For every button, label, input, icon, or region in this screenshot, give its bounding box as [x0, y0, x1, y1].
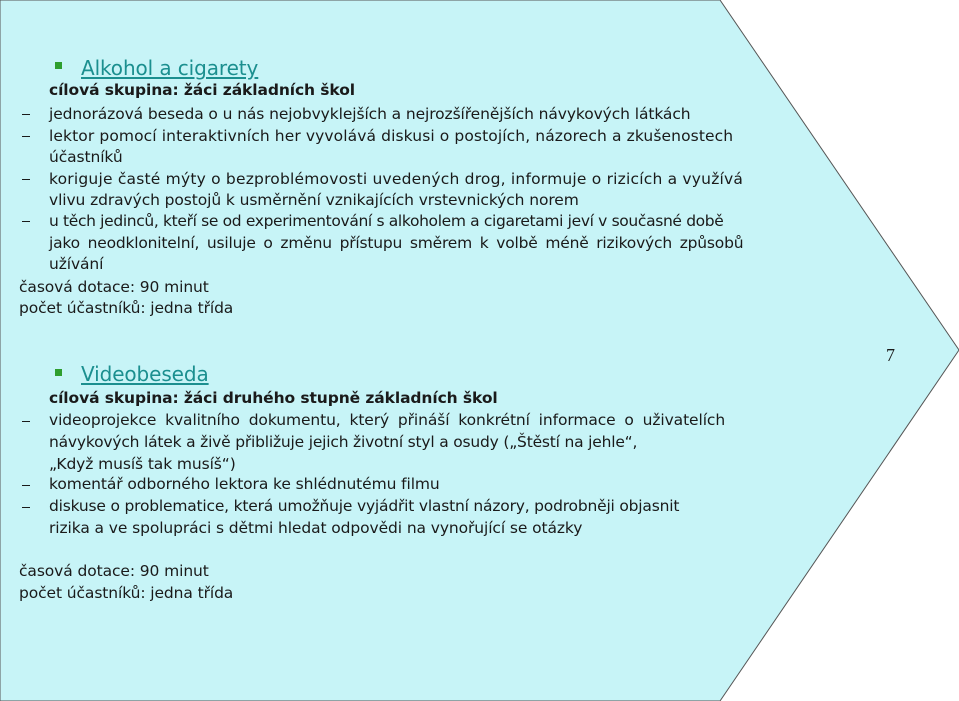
section2-line: návykových látek a živě přibližuje jejich životní styl a osudy („Štěstí na jehle“, — [49, 433, 638, 451]
section1-bullet-icon — [55, 62, 62, 69]
section1-dash — [22, 179, 30, 180]
section1-time: časová dotace: 90 minut — [19, 278, 209, 296]
section2-bullet-icon — [55, 369, 62, 376]
section1-dash — [22, 114, 30, 115]
section1-line: u těch jedinců, kteří se od experimentování s alkoholem a cigaretami jeví v současné době — [49, 212, 724, 230]
section2-line: rizika a ve spolupráci s dětmi hledat odpovědi na vynořující se otázky — [49, 519, 583, 537]
section1-line: jednorázová beseda o u nás nejobvyklejších a nejrozšířenějších návykových látkách — [49, 105, 691, 123]
section1-line: koriguje časté mýty o bezproblémovosti uvedených drog, informuje o rizicích a využívá — [49, 170, 744, 188]
section1-line: účastníků — [49, 148, 123, 166]
section2-line: videoprojekce kvalitního dokumentu, který přináší konkrétní informace o uživatelích — [49, 411, 726, 429]
section1-dash — [22, 221, 30, 222]
section1-line: užívání — [49, 255, 104, 273]
section1-line: lektor pomocí interaktivních her vyvolává diskusi o postojích, názorech a zkušenostech — [49, 127, 734, 145]
section1-target-group: cílová skupina: žáci základních škol — [49, 81, 355, 99]
section2-dash — [22, 485, 30, 486]
section2-line: „Když musíš tak musíš“) — [49, 455, 236, 473]
page-number: 7 — [886, 345, 895, 365]
section2-time: časová dotace: 90 minut — [19, 562, 209, 580]
section2-dash — [22, 421, 30, 422]
section1-line: jako neodklonitelní, usiluje o změnu přístupu směrem k volbě méně rizikových způsobů — [49, 234, 744, 252]
section2-heading[interactable]: Videobeseda — [81, 362, 209, 386]
section1-line: vlivu zdravých postojů k usměrnění vznikajících vrstevnických norem — [49, 191, 579, 209]
section1-participants: počet účastníků: jedna třída — [19, 299, 234, 317]
section2-line: komentář odborného lektora ke shlédnutému filmu — [49, 475, 440, 493]
section2-dash — [22, 507, 30, 508]
section2-target-group: cílová skupina: žáci druhého stupně základních škol — [49, 389, 498, 407]
section1-heading[interactable]: Alkohol a cigarety — [81, 56, 259, 80]
section2-participants: počet účastníků: jedna třída — [19, 584, 234, 602]
section1-dash — [22, 136, 30, 137]
section2-line: diskuse o problematice, která umožňuje vyjádřit vlastní názory, podrobněji objasnit — [49, 497, 680, 515]
